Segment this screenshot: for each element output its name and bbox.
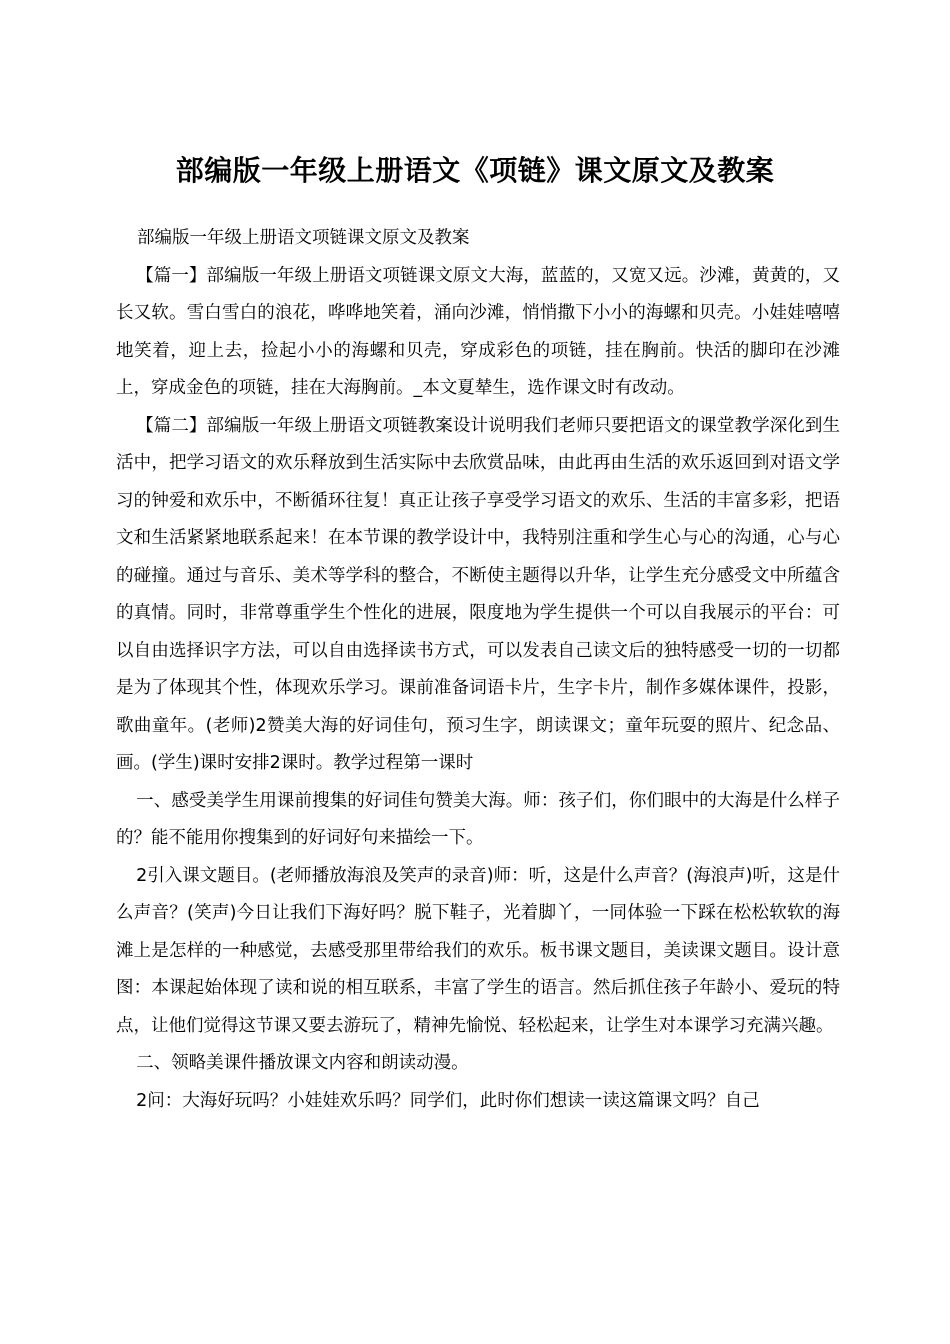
paragraph-step-two: 二、领略美课件播放课文内容和朗读动漫。 <box>136 1053 469 1073</box>
paragraph-step-one: 一、感受美学生用课前搜集的好词佳句赞美大海。师：孩子们，你们眼中的大海是什么样子的？能不能用你搜集到的好词好句来描绘一下。 <box>116 790 840 848</box>
document-body <box>116 220 840 1120</box>
paragraph-question: 2问：大海好玩吗？小娃娃欢乐吗？同学们，此时你们想读一读这篇课文吗？自己 <box>136 1090 760 1111</box>
paragraph-subtitle: 部编版一年级上册语文项链课文原文及教案 <box>137 228 470 248</box>
document-title: 部编版一年级上册语文《项链》课文原文及教案 <box>175 153 775 187</box>
paragraph-part-one: 【篇一】部编版一年级上册语文项链课文原文大海，蓝蓝的，又宽又远。沙滩，黄黄的，又长又软。雪白雪白的浪花，哗哗地笑着，涌向沙滩，悄悄撒下小小的海螺和贝壳。小娃娃嘻嘻地笑着，迎上去，捡起小小的海螺和贝壳，穿成彩色的项链，挂在胸前。快活的脚印在沙滩上，穿成金色的项链，挂在大海胸前。_本文夏辇生，选作课文时有改动。 <box>116 265 840 398</box>
paragraph-part-two: 【篇二】部编版一年级上册语文项链教案设计说明我们老师只要把语文的课堂教学深化到生活中，把学习语文的欢乐释放到生活实际中去欣赏品味，由此再由生活的欢乐返回到对语文学习的钟爱和欢乐中，不断循环往复！真正让孩子享受学习语文的欢乐、生活的丰富多彩，把语文和生活紧紧地联系起来！在本节课的教学设计中，我特别注重和学生心与心的沟通，心与心的碰撞。通过与音乐、美术等学科的整合，不断使主题得以升华，让学生充分感受文中所蕴含的真情。同时，非常尊重学生个性化的进展，限度地为学生提供一个可以自我展示的平台：可以自由选择识字方法，可以自由选择读书方式，可以发表自己读文后的独特感受一切的一切都是为了体现其个性，体现欢乐学习。课前准备词语卡片，生字卡片，制作多媒体课件，投影，歌曲童年。(老师)2赞美大海的好词佳句，预习生字，朗读课文；童年玩耍的照片、纪念品、画。(学生)课时安排2课时。教学过程第一课时 <box>116 415 840 773</box>
paragraph-step-intro-title: 2引入课文题目。(老师播放海浪及笑声的录音)师：听，这是什么声音？(海浪声)听，这是什么声音？(笑声)今日让我们下海好吗？脱下鞋子，光着脚丫，一同体验一下踩在松松软软的海滩上是怎样的一种感觉，去感受那里带给我们的欢乐。板书课文题目，美读课文题目。设计意图：本课起始体现了读和说的相互联系，丰富了学生的语言。然后抓住孩子年龄小、爱玩的特点，让他们觉得这节课又要去游玩了，精神先愉悦、轻松起来，让学生对本课学习充满兴趣。 <box>116 865 840 1036</box>
